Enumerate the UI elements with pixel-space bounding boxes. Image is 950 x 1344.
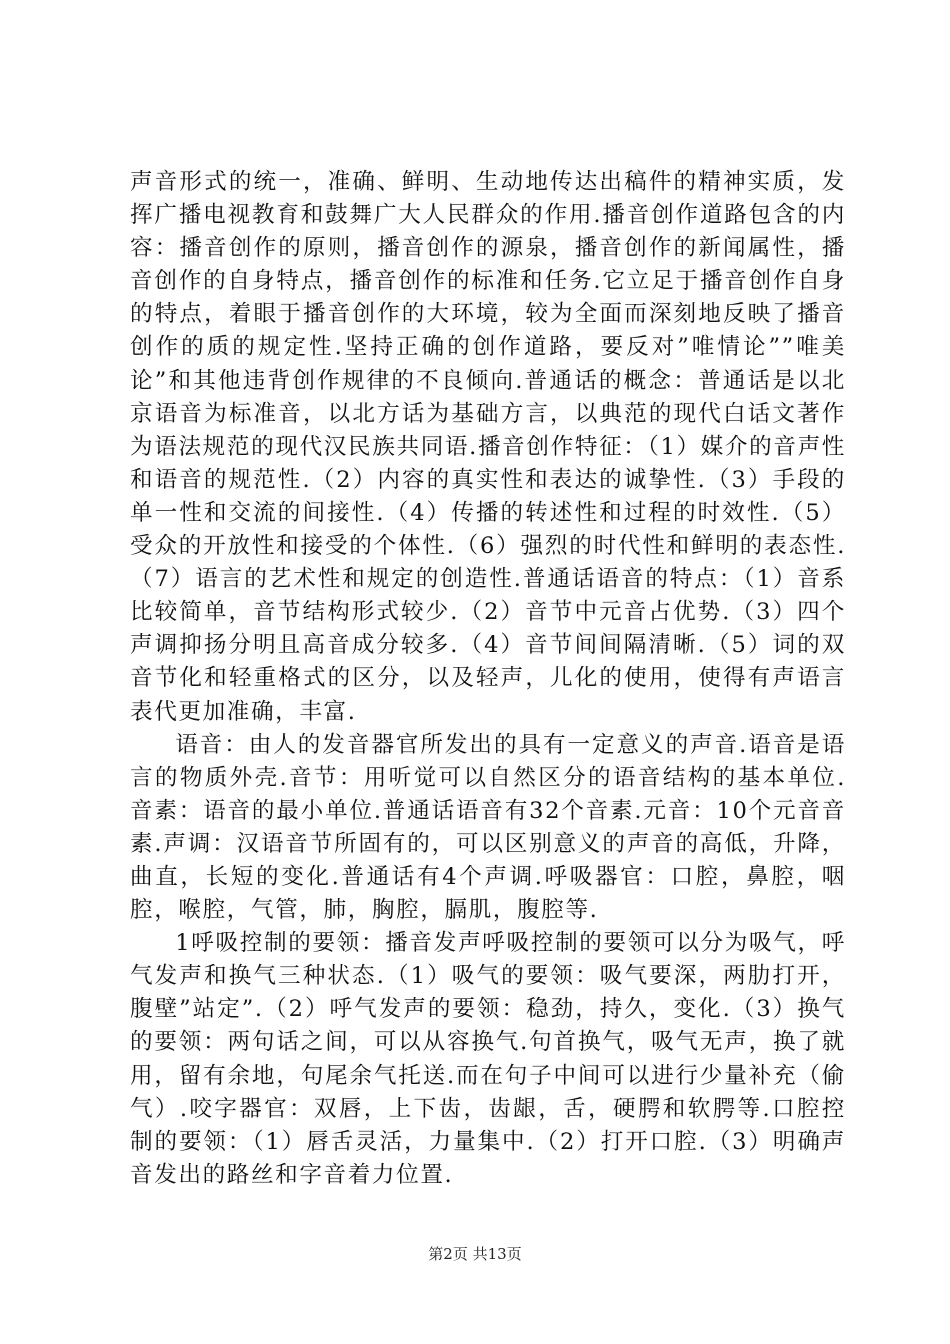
document-body — [130, 166, 846, 1192]
paragraph-1: 声音形式的统一，准确、鲜明、生动地传达出稿件的精神实质，发挥广播电视教育和鼓舞广大人民群众的作用.播音创作道路包含的内容：播音创作的原则，播音创作的源泉，播音创作的新闻属性，播音创作的自身特点，播音创作的标准和任务.它立足于播音创作自身的特点，着眼于播音创作的大环境，较为全面而深刻地反映了播音创作的质的规定性.坚持正确的创作道路，要反对”唯情论””唯美论”和其他违背创作规律的不良倾向.普通话的概念：普通话是以北京语音为标准音，以北方话为基础方言，以典范的现代白话文著作为语法规范的现代汉民族共同语.播音创作特征：（1）媒介的音声性和语音的规范性.（2）内容的真实性和表达的诚挚性.（3）手段的单一性和交流的间接性.（4）传播的转述性和过程的时效性.（5）受众的开放性和接受的个体性.（6）强烈的时代性和鲜明的表态性.（7）语言的艺术性和规定的创造性.普通话语音的特点：（1）音系比较简单，音节结构形式较少.（2）音节中元音占优势.（3）四个声调抑扬分明且高音成分较多.（4）音节间间隔清晰.（5）词的双音节化和轻重格式的区分，以及轻声，儿化的使用，使得有声语言表代更加准确，丰富. — [130, 169, 846, 725]
paragraph-2: 语音：由人的发音器官所发出的具有一定意义的声音.语音是语言的物质外壳.音节：用听觉可以自然区分的语音结构的基本单位.音素：语音的最小单位.普通话语音有32个音素.元音：10个元音音素.声调：汉语音节所固有的，可以区别意义的声音的高低，升降，曲直，长短的变化.普通话有4个声调.呼吸器官：口腔，鼻腔，咽腔，喉腔，气管，肺，胸腔，膈肌，腹腔等. — [130, 731, 846, 924]
page-number-footer: 第2页 共13页 — [428, 1245, 522, 1263]
paragraph-3: 1呼吸控制的要领：播音发声呼吸控制的要领可以分为吸气，呼气发声和换气三种状态.（1）吸气的要领：吸气要深，两肋打开，腹壁”站定”.（2）呼气发声的要领：稳劲，持久，变化.（3）换气的要领：两句话之间，可以从容换气.句首换气，吸气无声，换了就用，留有余地，句尾余气托送.而在句子中间可以进行少量补充（偷气）.咬字器官：双唇，上下齿，齿龈，舌，硬腭和软腭等.口腔控制的要领：（1）唇舌灵活，力量集中.（2）打开口腔.（3）明确声音发出的路丝和字音着力位置. — [130, 930, 846, 1188]
